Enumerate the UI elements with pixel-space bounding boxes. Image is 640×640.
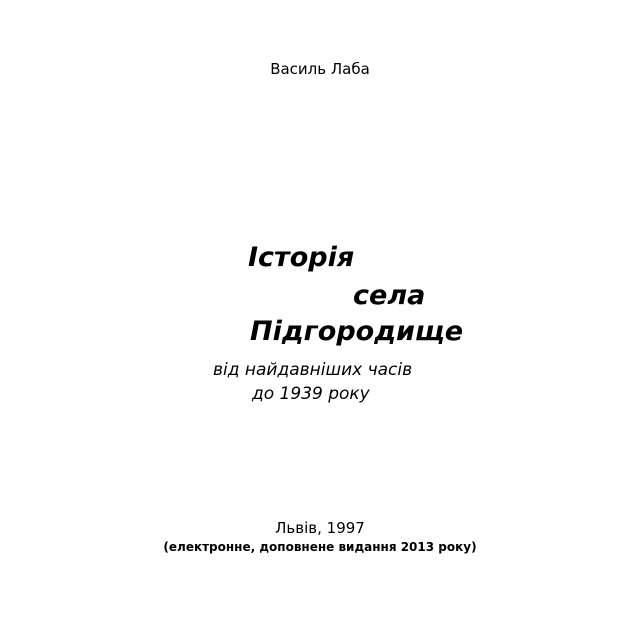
subtitle-line-2: до 1939 року	[252, 384, 370, 404]
title-line-3: Підгородище	[250, 316, 464, 347]
title-line-2: села	[353, 280, 426, 311]
place-and-year: Львів, 1997	[275, 519, 365, 537]
author-name: Василь Лаба	[270, 60, 370, 78]
subtitle-line-1: від найдавніших часів	[213, 360, 413, 380]
edition-note: (електронне, доповнене видання 2013 року)	[163, 540, 477, 554]
title-line-1: Історія	[248, 242, 355, 273]
